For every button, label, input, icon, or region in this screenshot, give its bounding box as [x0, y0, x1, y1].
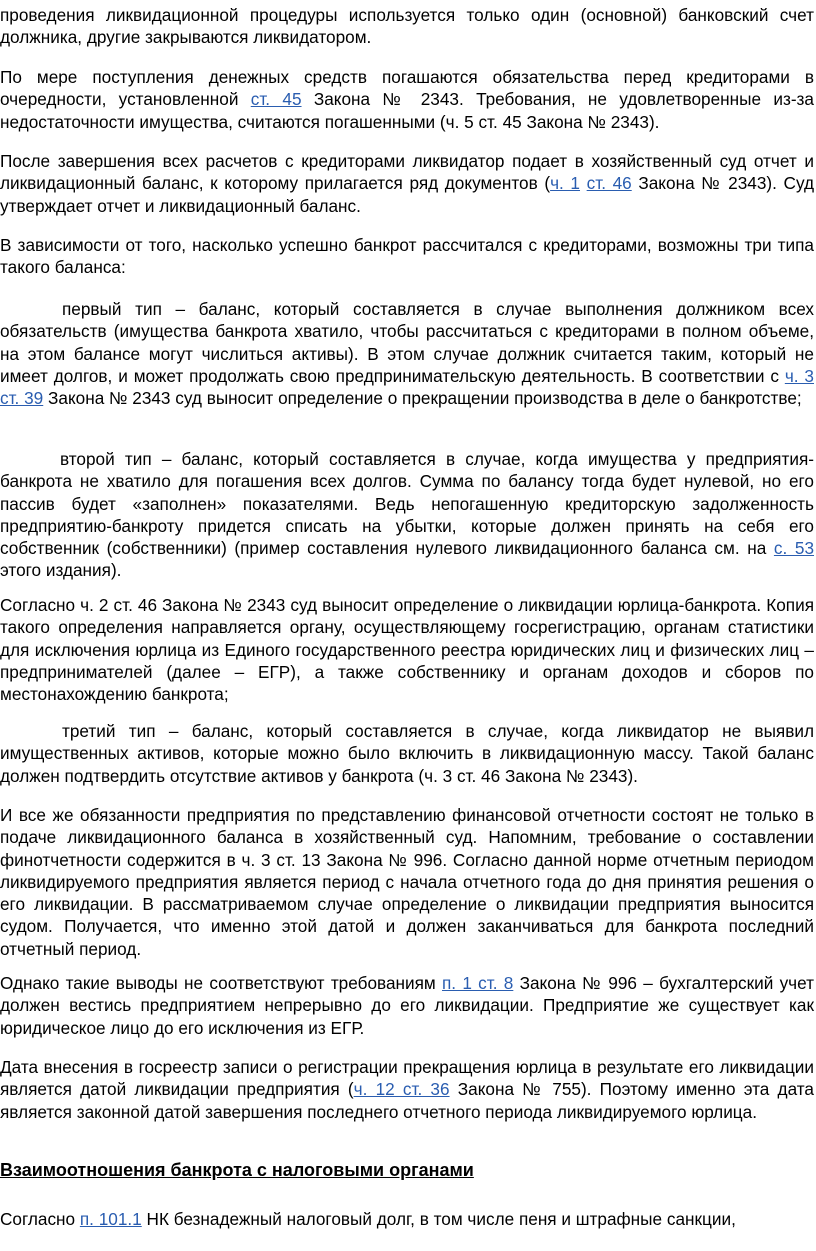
paragraph-first-type: [0, 298, 814, 409]
law-reference-link[interactable]: ст. 45: [250, 89, 302, 110]
paragraph-text: [580, 173, 587, 193]
paragraph-text: этого издания).: [0, 560, 122, 581]
section-heading: Взаимоотношения банкрота с налоговыми органами: [0, 1160, 474, 1180]
paragraph-text: Закона № 2343 суд выносит определение о прекращении производства в деле о банкротстве;: [43, 388, 802, 409]
paragraph-text: Дата внесения в госреестр записи о регистрации прекращения юрлица в результате его ликвидации является датой ликвидации предприятия (: [0, 1057, 814, 1100]
paragraph-tax-debt: [0, 1208, 814, 1230]
law-reference-link[interactable]: ч. 3 ст. 39: [0, 365, 814, 409]
paragraph-text: Закона № 996 – бухгалтерский учет должен вестись предприятием непрерывно до его ликвидации. Предприятие же существует как юридическое лицо до его исключения из ЕГР.: [0, 973, 814, 1038]
paragraph-text: Закона № 2343). Суд утверждает отчет и ликвидационный баланс.: [0, 173, 814, 216]
paragraph-text: В зависимости от того, насколько успешно банкрот рассчитался с кредиторами, возможны три типа такого баланса:: [0, 235, 814, 278]
paragraph-second-type: [0, 448, 814, 582]
paragraph-text: По мере поступления денежных средств погашаются обязательства перед кредиторами в очередности, установленной: [0, 67, 814, 110]
paragraph-continuous-accounting: [0, 972, 814, 1039]
paragraph-text: первый тип – баланс, который составляется в случае выполнения должником всех обязательств (имущества банкрота хватило, чтобы рассчитаться с кредиторами в полном объеме, на этом балансе могут числиться активы). В этом случае должник считается таким, который не имеет долгов, и может продолжать свою предпринимательскую деятельность. В соответствии с: [0, 299, 814, 386]
paragraph-text: Закона № 755). Поэтому именно эта дата является законной датой завершения последнего отчетного периода ликвидируемого юрлица.: [0, 1079, 814, 1122]
paragraph-text: Согласно ч. 2 ст. 46 Закона № 2343 суд выносит определение о ликвидации юрлица-банкрота. Копия такого определения направляется органу, осуществляющему госрегистрацию, органам статистики для исключения юрлица из Единого государственного реестра юридических лиц и физических лиц – предпринимателей (далее – ЕГР), а также собственнику и органам доходов и сборов по местонахождению банкрота;: [0, 595, 814, 705]
law-reference-link[interactable]: п. 1 ст. 8: [442, 973, 514, 993]
paragraph-text: второй тип – баланс, который составляется в случае, когда имущества у предприятия-банкрота не хватило для погашения всех долгов. Сумма по балансу тогда будет нулевой, но его пассив будет «заполнен» показателями. Ведь непогашенную кредиторскую задолженность предприятию-банкроту придется списать на убытки, которые должен принять на себя его собственник (собственники) (пример составления нулевого ликвидационного баланса см. на: [0, 449, 814, 559]
paragraph-creditor-order: [0, 66, 814, 133]
paragraph-third-type: [0, 720, 814, 787]
paragraph-reporting-obligations: [0, 804, 814, 960]
paragraph-liquidation-account: [0, 4, 814, 49]
paragraph-liquidation-report: [0, 150, 814, 217]
paragraph-text: И все же обязанности предприятия по представлению финансовой отчетности состоят не только в подаче ликвидационного баланса в хозяйственный суд. Напомним, требование о составлении финотчетности содержится в ч. 3 ст. 13 Закона № 996. Согласно данной норме отчетным периодом ликвидируемого предприятия является период с начала отчетного года до дня принятия решения о его ликвидации. В рассматриваемом случае определение о ликвидации предприятия выносится судом. Получается, что именно этой датой и должен заканчиваться для банкрота последний отчетный период.: [0, 805, 814, 959]
paragraph-text: проведения ликвидационной процедуры используется только один (основной) банковский счет должника, другие закрываются ликвидатором.: [0, 5, 814, 48]
paragraph-balance-types: [0, 234, 814, 279]
paragraph-text: Однако такие выводы не соответствуют требованиям: [0, 973, 442, 993]
law-reference-link[interactable]: ч. 12 ст. 36: [353, 1079, 450, 1100]
paragraph-text: Закона № 2343. Требования, не удовлетворенные из-за недостаточности имущества, считаются погашенными (ч. 5 ст. 45 Закона № 2343).: [0, 89, 814, 132]
tax-code-reference-link[interactable]: п. 101.1: [79, 1209, 142, 1229]
paragraph-text: НК безнадежный налоговый долг, в том числе пеня и штрафные санкции,: [141, 1209, 736, 1229]
paragraph-liquidation-date: [0, 1056, 814, 1123]
paragraph-text: третий тип – баланс, который составляется в случае, когда ликвидатор не выявил имущественных активов, которые можно было включить в ликвидационную массу. Такой баланс должен подтвердить отсутствие активов у банкрота (ч. 3 ст. 46 Закона № 2343).: [0, 721, 814, 786]
page-reference-link[interactable]: с. 53: [773, 538, 815, 559]
law-reference-link[interactable]: ст. 46: [586, 173, 632, 194]
law-reference-link[interactable]: ч. 1: [550, 173, 580, 194]
paragraph-court-ruling: [0, 594, 814, 705]
paragraph-text: После завершения всех расчетов с кредиторами ликвидатор подает в хозяйственный суд отчет и ликвидационный баланс, к которому прилагается ряд документов (: [0, 151, 814, 194]
paragraph-text: Согласно: [0, 1209, 80, 1229]
